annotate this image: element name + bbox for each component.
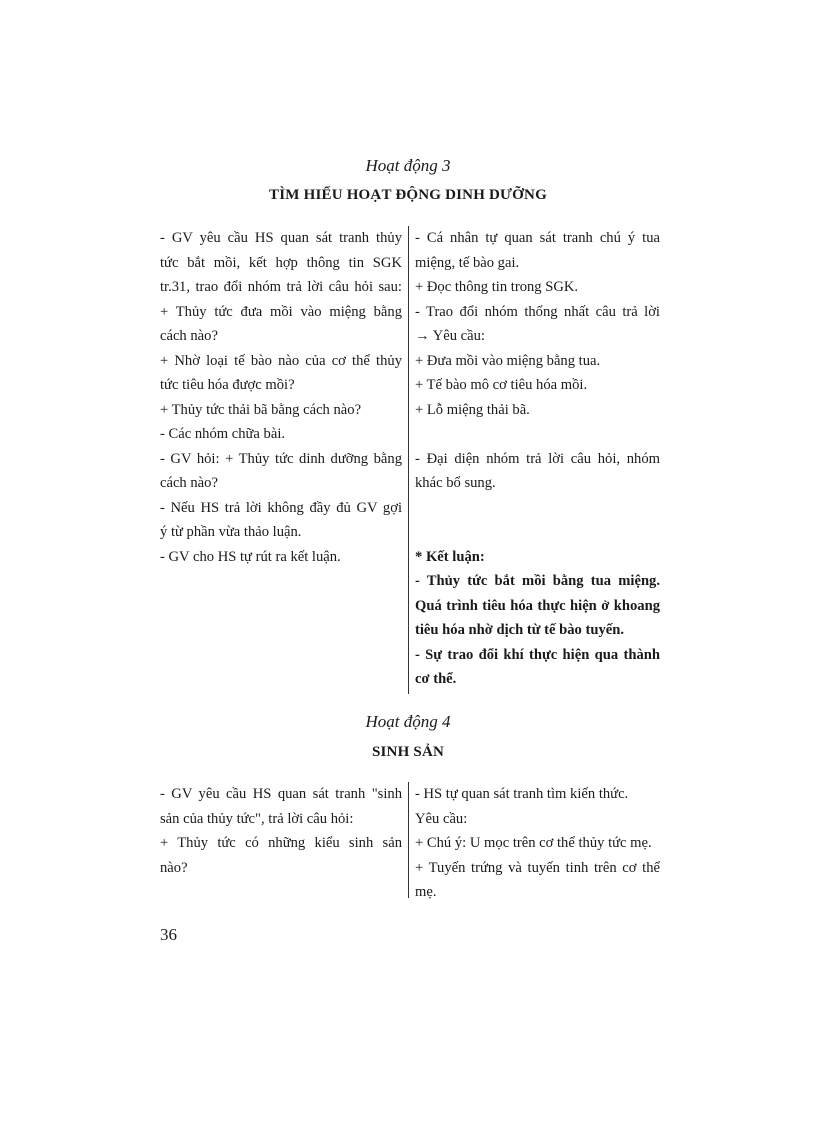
teacher-line: - GV cho HS tự rút ra kết luận.: [160, 548, 341, 565]
student-line: [415, 496, 660, 521]
activity3-subtitle: TÌM HIỂU HOẠT ĐỘNG DINH DƯỠNG: [269, 187, 547, 203]
student-line: [415, 520, 660, 545]
student-column: [415, 226, 660, 692]
student-line: - Cá nhân tự quan sát tranh chú ý tua: [415, 230, 660, 246]
student-line: miệng, tế bào gai.: [415, 254, 520, 271]
activity3-table: [160, 226, 660, 694]
conclusion-heading: * Kết luận:: [415, 548, 485, 565]
student-line: + Chú ý: U mọc trên cơ thể thủy tức mẹ.: [415, 835, 652, 851]
activity4-table: [160, 782, 660, 898]
teacher-line: + Thủy tức thải bã bằng cách nào?: [160, 401, 362, 418]
conclusion-line: - Sự trao đổi khí thực hiện qua thành: [415, 646, 660, 663]
teacher-column: [160, 782, 402, 880]
conclusion-line: tiêu hóa nhờ dịch từ tế bào tuyến.: [415, 622, 625, 638]
teacher-line: tức bắt mồi, kết hợp thông tin SGK: [160, 254, 402, 271]
student-line: → Yêu cầu:: [415, 328, 485, 344]
teacher-line: cách nào?: [160, 475, 218, 491]
activity3-title: Hoạt động 3: [365, 156, 451, 175]
student-line: - Trao đổi nhóm thống nhất câu trả lời: [415, 303, 660, 320]
conclusion-line: Quá trình tiêu hóa thực hiện ở khoang: [415, 597, 660, 614]
column-divider: [408, 226, 409, 694]
student-column: [415, 782, 660, 905]
teacher-column: [160, 226, 402, 569]
column-divider: [408, 782, 409, 898]
teacher-line: sản của thủy tức", trả lời câu hỏi:: [160, 810, 354, 827]
student-line: Yêu cầu:: [415, 810, 468, 827]
conclusion-line: - Thủy tức bắt mồi bằng tua miệng.: [415, 573, 660, 589]
teacher-line: cách nào?: [160, 328, 218, 344]
teacher-line: - Nếu HS trả lời không đầy đủ GV gợi: [160, 499, 402, 516]
page-number: 36: [160, 925, 177, 944]
teacher-line: - GV yêu cầu HS quan sát tranh "sinh: [160, 786, 402, 802]
student-line: - HS tự quan sát tranh tìm kiến thức.: [415, 786, 629, 802]
teacher-line: - GV yêu cầu HS quan sát tranh thủy: [160, 230, 402, 246]
student-line: + Lỗ miệng thải bã.: [415, 401, 530, 418]
teacher-line: + Nhờ loại tế bào nào của cơ thể thủy: [160, 352, 402, 369]
teacher-line: nào?: [160, 859, 188, 876]
activity4-title: Hoạt động 4: [365, 712, 451, 731]
teacher-line: + Thủy tức đưa mồi vào miệng bằng: [160, 303, 402, 320]
student-line: [415, 422, 660, 447]
student-line: + Tế bào mô cơ tiêu hóa mồi.: [415, 377, 588, 393]
teacher-line: tr.31, trao đổi nhóm trả lời câu hỏi sau:: [160, 279, 402, 295]
teacher-line: - GV hỏi: + Thủy tức dinh dưỡng bằng: [160, 450, 402, 467]
conclusion-line: cơ thể.: [415, 671, 457, 687]
student-line: + Đọc thông tin trong SGK.: [415, 279, 579, 295]
student-line: mẹ.: [415, 884, 437, 900]
teacher-line: tức tiêu hóa được mồi?: [160, 377, 295, 393]
teacher-line: + Thủy tức có những kiểu sinh sản: [160, 835, 402, 851]
student-line: - Đại diện nhóm trả lời câu hỏi, nhóm: [415, 450, 660, 467]
activity4-subtitle: SINH SẢN: [371, 744, 445, 760]
teacher-line: - Các nhóm chữa bài.: [160, 426, 286, 442]
teacher-line: ý từ phần vừa thảo luận.: [160, 524, 302, 540]
student-line: + Tuyến trứng và tuyến tinh trên cơ thể: [415, 859, 660, 876]
student-line: khác bổ sung.: [415, 475, 496, 491]
student-line: + Đưa mồi vào miệng bằng tua.: [415, 352, 601, 369]
